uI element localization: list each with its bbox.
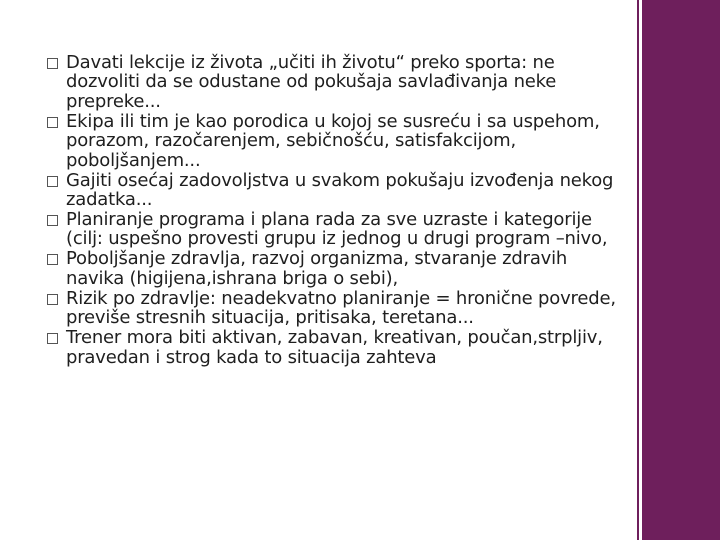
empty-square-icon <box>47 333 58 344</box>
empty-square-icon <box>47 254 58 265</box>
bullet-text: Poboljšanje zdravlja, razvoj organizma, stvaranje zdravih navika (higijena,ishrana briga o sebi), <box>66 248 568 289</box>
list-item <box>46 112 626 170</box>
accent-side-panel <box>642 0 720 540</box>
list-item <box>46 328 626 367</box>
accent-divider-line <box>637 0 639 540</box>
slide-body <box>46 53 626 368</box>
bullet-text: Gajiti osećaj zadovoljstva u svakom pokušaju izvođenja nekog zadatka... <box>66 169 614 211</box>
bullet-text: Planiranje programa i plana rada za sve uzraste i kategorije (cilj: uspešno provesti grupu iz jednog u drugi program –nivo, <box>66 209 608 250</box>
bullet-text: Davati lekcije iz života „učiti ih životu“ preko sporta: ne dozvoliti da se odustane od pokušaja savlađivanja neke prepreke... <box>66 52 557 112</box>
empty-square-icon <box>47 215 58 226</box>
bullet-list <box>46 53 626 367</box>
bullet-text: Ekipa ili tim je kao porodica u kojoj se susreću i sa uspehom, porazom, razočarenjem, sebičnošću, satisfakcijom, poboljšanjem... <box>66 110 600 171</box>
list-item <box>46 53 626 111</box>
list-item <box>46 289 626 328</box>
list-item <box>46 210 626 249</box>
empty-square-icon <box>47 176 58 187</box>
empty-square-icon <box>47 294 58 305</box>
empty-square-icon <box>47 58 58 69</box>
bullet-text: Trener mora biti aktivan, zabavan, kreativan, poučan,strpljiv, pravedan i strog kada to situacija zahteva <box>66 327 603 368</box>
empty-square-icon <box>47 117 58 128</box>
list-item <box>46 171 626 210</box>
list-item <box>46 249 626 288</box>
bullet-text: Rizik po zdravlje: neadekvatno planiranje = hronične povrede, previše stresnih situacija, pritisaka, teretana... <box>66 287 616 329</box>
